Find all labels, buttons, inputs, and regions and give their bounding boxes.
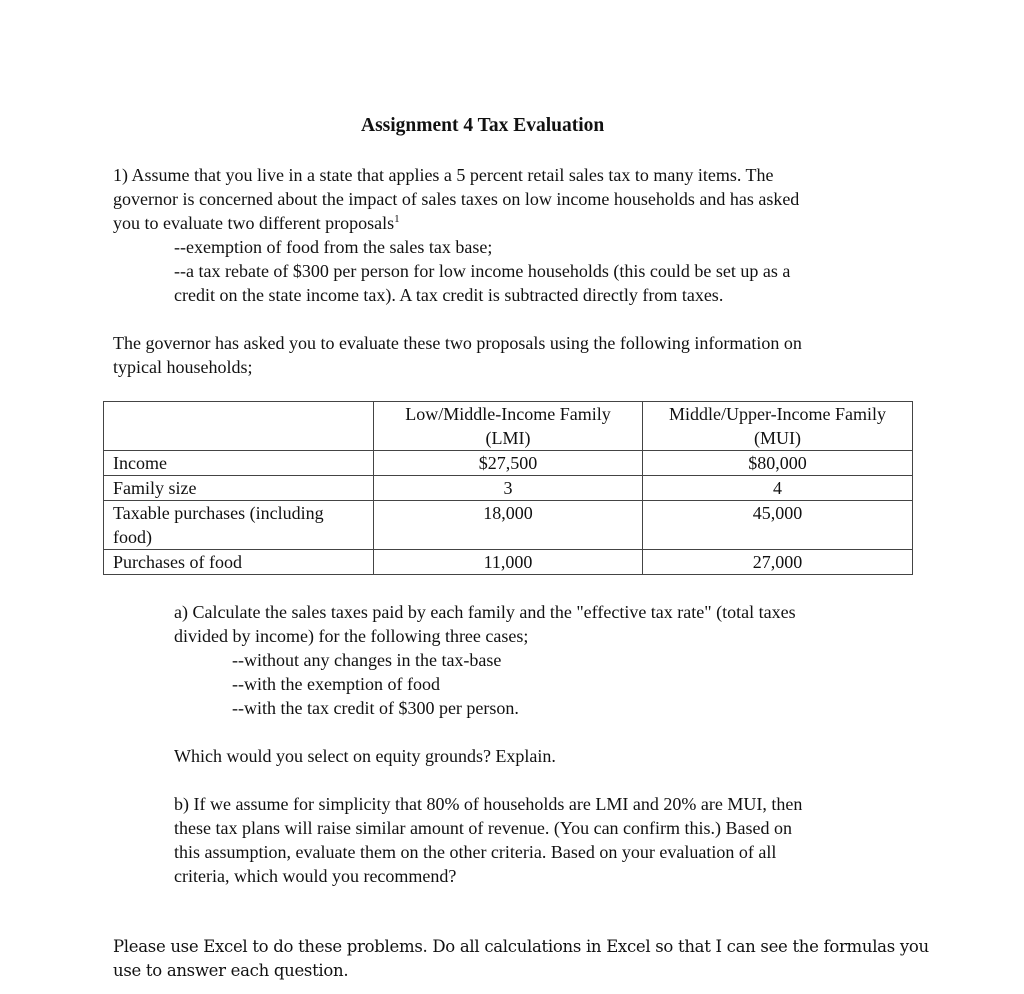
row-label-line-1: Taxable purchases (including <box>113 503 324 523</box>
header-mui-line-1: Middle/Upper-Income Family <box>668 404 887 424</box>
closing-line-1: Please use Excel to do these problems. Do all calculations in Excel so that I can see the formulas you <box>113 937 929 956</box>
header-mui-line-2: (MUI) <box>754 428 801 448</box>
cell-mui: 45,000 <box>643 501 913 550</box>
table-header-row <box>104 402 913 451</box>
row-label <box>104 501 374 550</box>
cell-lmi: 3 <box>374 476 643 501</box>
footnote-marker: 1 <box>394 213 400 225</box>
cell-lmi: 11,000 <box>374 550 643 575</box>
table-row <box>104 451 913 476</box>
q1-line-2: governor is concerned about the impact of sales taxes on low income households and has asked <box>113 189 800 209</box>
header-lmi-line-1: Low/Middle-Income Family <box>405 404 611 424</box>
row-label: Income <box>104 451 374 476</box>
part-a-question: Which would you select on equity grounds? Explain. <box>174 746 556 766</box>
part-a-line-2: divided by income) for the following three cases; <box>174 626 529 646</box>
header-empty-cell <box>104 402 374 451</box>
part-b-line-2: these tax plans will raise similar amount of revenue. (You can confirm this.) Based on <box>174 818 793 838</box>
q1-line-3-text: you to evaluate two different proposals <box>113 213 395 233</box>
header-lmi <box>374 402 643 451</box>
intro-line-1: The governor has asked you to evaluate these two proposals using the following information on <box>113 333 802 353</box>
part-a-line-1: a) Calculate the sales taxes paid by each family and the "effective tax rate" (total taxes <box>174 602 796 622</box>
row-label-line-2: food) <box>113 527 152 547</box>
table-row <box>104 476 913 501</box>
closing-line-2: use to answer each question. <box>113 961 349 980</box>
q1-line-1: 1) Assume that you live in a state that applies a 5 percent retail sales tax to many items. The <box>113 165 774 185</box>
cell-mui: $80,000 <box>643 451 913 476</box>
page-title: Assignment 4 Tax Evaluation <box>361 115 605 136</box>
proposal-2-line-2: credit on the state income tax). A tax credit is subtracted directly from taxes. <box>174 285 724 305</box>
cell-lmi: $27,500 <box>374 451 643 476</box>
proposal-1: --exemption of food from the sales tax base; <box>174 237 493 257</box>
q1-line-3 <box>113 211 400 235</box>
header-lmi-line-2: (LMI) <box>485 428 531 448</box>
proposal-2-line-1: --a tax rebate of $300 per person for low income households (this could be set up as a <box>174 261 791 281</box>
table-row <box>104 550 913 575</box>
part-a-case-3: --with the tax credit of $300 per person. <box>232 698 519 718</box>
header-mui <box>643 402 913 451</box>
cell-mui: 4 <box>643 476 913 501</box>
part-a-case-1: --without any changes in the tax-base <box>232 650 502 670</box>
row-label: Purchases of food <box>104 550 374 575</box>
row-label: Family size <box>104 476 374 501</box>
part-a-case-2: --with the exemption of food <box>232 674 440 694</box>
part-b-line-3: this assumption, evaluate them on the other criteria. Based on your evaluation of all <box>174 842 777 862</box>
part-b-line-1: b) If we assume for simplicity that 80% of households are LMI and 20% are MUI, then <box>174 794 803 814</box>
household-table <box>103 401 913 575</box>
table-row <box>104 501 913 550</box>
intro-line-2: typical households; <box>113 357 253 377</box>
cell-mui: 27,000 <box>643 550 913 575</box>
part-b-line-4: criteria, which would you recommend? <box>174 866 457 886</box>
cell-lmi: 18,000 <box>374 501 643 550</box>
